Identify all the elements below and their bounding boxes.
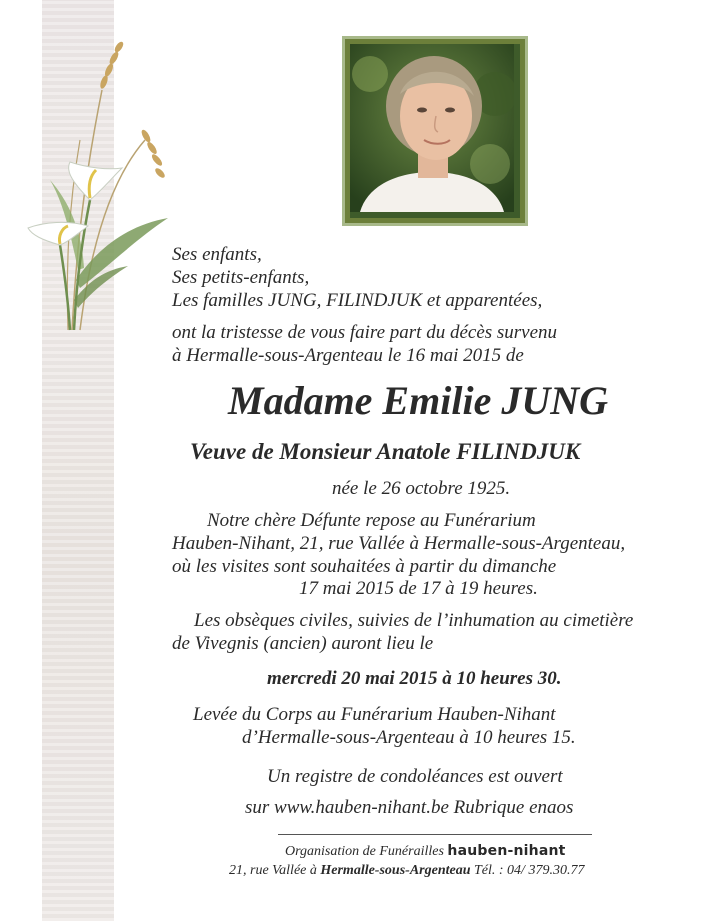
- footer-phone: Tél. : 04/ 379.30.77: [474, 863, 585, 878]
- visitation-line-3: où les visites sont souhaitées à partir du dimanche: [172, 556, 557, 577]
- deceased-birth-date: née le 26 octobre 1925.: [332, 478, 511, 499]
- portrait-inner-border: [345, 39, 525, 223]
- footer-divider: [278, 834, 592, 835]
- footer-org-label: Organisation de Funérailles: [285, 844, 444, 859]
- portrait-photo: [350, 44, 520, 218]
- levee-line-1: Levée du Corps au Funérarium Hauben-Nihant: [193, 704, 556, 725]
- levee-line-2: d’Hermalle-sous-Argenteau à 10 heures 15.: [242, 727, 576, 748]
- funeral-line-1: Les obsèques civiles, suivies de l’inhumation au cimetière: [194, 610, 634, 631]
- visitation-line-1: Notre chère Défunte repose au Funérarium: [207, 510, 536, 531]
- calla-lily-wheat-illustration: [10, 30, 180, 350]
- condolences-line-2: sur www.hauben-nihant.be Rubrique enaos: [245, 797, 574, 818]
- intro-families: Les familles JUNG, FILINDJUK et apparentées,: [172, 290, 543, 311]
- footer-town: Hermalle-sous-Argenteau: [320, 863, 471, 878]
- portrait-image: [350, 44, 514, 212]
- portrait-frame: [342, 36, 528, 226]
- footer-organisation: [285, 843, 566, 860]
- visitation-line-2: Hauben-Nihant, 21, rue Vallée à Hermalle-sous-Argenteau,: [172, 533, 626, 554]
- funeral-date: mercredi 20 mai 2015 à 10 heures 30.: [267, 668, 562, 689]
- intro-children: Ses enfants,: [172, 244, 262, 265]
- funeral-line-2: de Vivegnis (ancien) auront lieu le: [172, 633, 434, 654]
- deceased-name: Madame Emilie JUNG: [228, 378, 608, 423]
- visitation-line-4: 17 mai 2015 de 17 à 19 heures.: [299, 578, 538, 599]
- intro-grandchildren: Ses petits-enfants,: [172, 267, 310, 288]
- footer-address: [229, 862, 584, 879]
- footer-address-prefix: 21, rue Vallée à: [229, 863, 317, 878]
- brand-logo-text: hauben-nihant: [447, 843, 566, 859]
- intro-announcement: ont la tristesse de vous faire part du décès survenu: [172, 322, 558, 343]
- intro-place-date: à Hermalle-sous-Argenteau le 16 mai 2015 de: [172, 345, 524, 366]
- deceased-widow-of: Veuve de Monsieur Anatole FILINDJUK: [190, 439, 581, 464]
- condolences-line-1: Un registre de condoléances est ouvert: [267, 766, 563, 787]
